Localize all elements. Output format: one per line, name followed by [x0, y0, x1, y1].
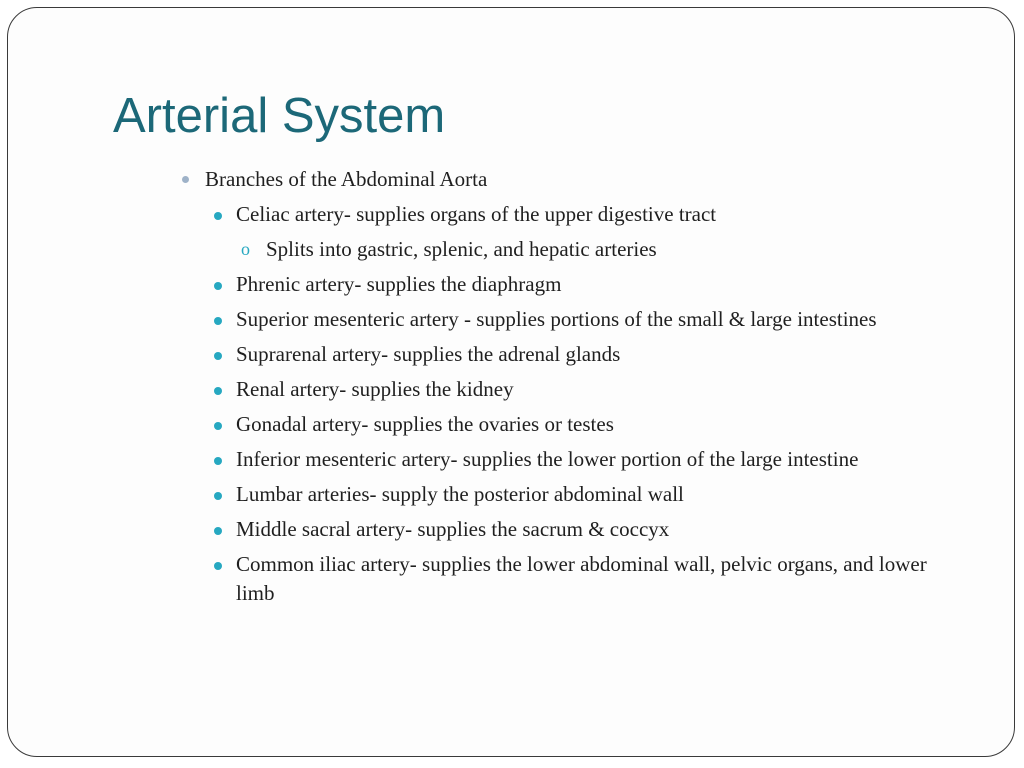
list-item [180, 200, 950, 229]
list-item [180, 305, 950, 334]
slide-title: Arterial System [113, 89, 446, 143]
list-item [180, 550, 950, 608]
list-item-text: Superior mesenteric artery - supplies portions of the small & large intestines [236, 307, 877, 331]
list-item [180, 410, 950, 439]
bullet-dot-icon [214, 387, 222, 395]
bullet-dot-icon [214, 457, 222, 465]
bullet-dot-icon [214, 212, 222, 220]
list-item-text: Phrenic artery- supplies the diaphragm [236, 272, 562, 296]
list-item [180, 235, 950, 264]
list-item-text: Common iliac artery- supplies the lower abdominal wall, pelvic organs, and lower limb [236, 552, 927, 605]
list-item-text: Suprarenal artery- supplies the adrenal glands [236, 342, 621, 366]
list-item [180, 445, 950, 474]
list-item-text: Splits into gastric, splenic, and hepatic arteries [266, 237, 657, 261]
list-item [180, 340, 950, 369]
list-item [180, 375, 950, 404]
list-item-text: Renal artery- supplies the kidney [236, 377, 514, 401]
list-item-text: Branches of the Abdominal Aorta [205, 167, 488, 191]
list-item-text: Inferior mesenteric artery- supplies the lower portion of the large intestine [236, 447, 859, 471]
list-item-text: Middle sacral artery- supplies the sacrum & coccyx [236, 517, 670, 541]
list-item [180, 270, 950, 299]
list-item-text: Celiac artery- supplies organs of the upper digestive tract [236, 202, 717, 226]
bullet-dot-icon [214, 492, 222, 500]
bullet-dot-icon [214, 562, 222, 570]
bullet-dot-icon [214, 317, 222, 325]
list-item [180, 515, 950, 544]
bullet-list [180, 165, 950, 614]
bullet-dot-icon [214, 352, 222, 360]
bullet-dot-icon [214, 422, 222, 430]
list-item [180, 165, 950, 194]
bullet-dot-icon [182, 176, 189, 183]
bullet-circle-icon: o [241, 239, 250, 259]
list-item [180, 480, 950, 509]
list-item-text: Gonadal artery- supplies the ovaries or testes [236, 412, 614, 436]
bullet-dot-icon [214, 282, 222, 290]
bullet-dot-icon [214, 527, 222, 535]
list-item-text: Lumbar arteries- supply the posterior abdominal wall [236, 482, 684, 506]
